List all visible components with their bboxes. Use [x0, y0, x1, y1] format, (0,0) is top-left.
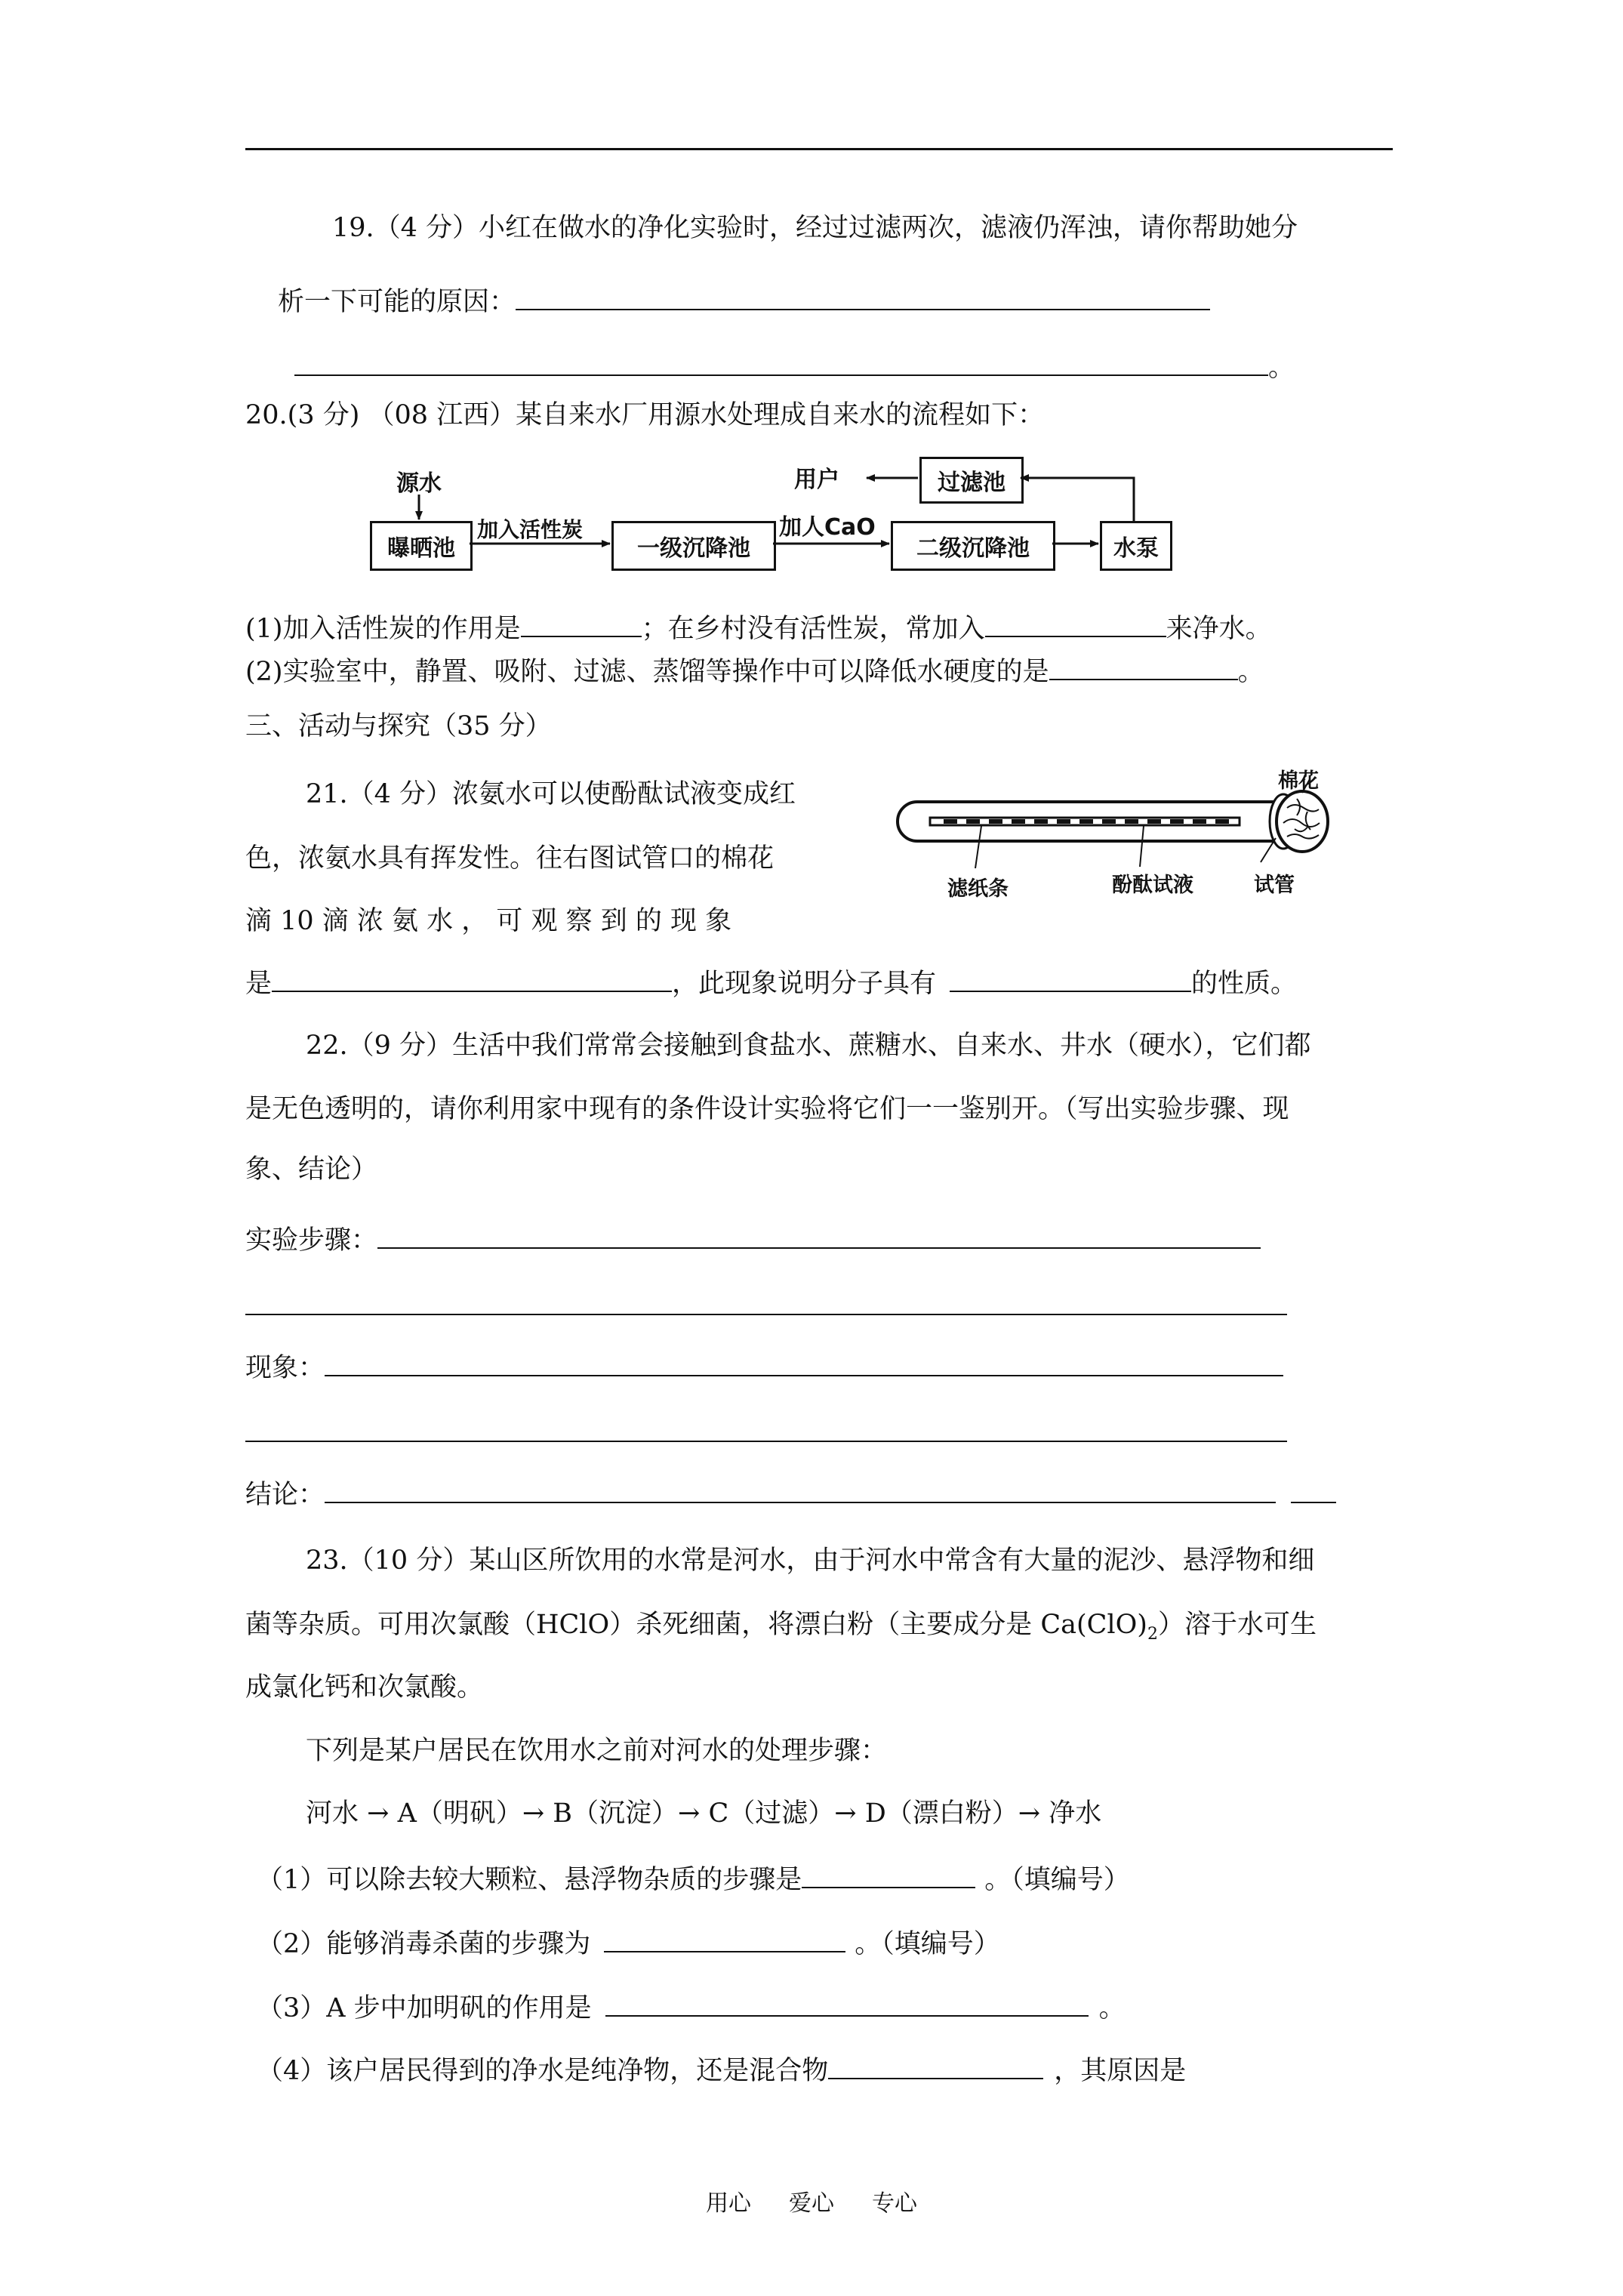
flowchart-arrows — [0, 0, 1623, 604]
q21-line4-text-b: ，此现象说明分子具有 — [672, 969, 937, 999]
q20-part2-text-b: 。 — [1237, 657, 1264, 687]
q21-answer-blank-1[interactable] — [272, 965, 672, 992]
label-filter-paper: 滤纸条 — [947, 877, 1009, 901]
q22-steps-row — [245, 1222, 1261, 1257]
q23-sub2-blank[interactable] — [604, 1925, 845, 1952]
q22-conclusion-blank[interactable] — [325, 1476, 1276, 1503]
arrow-pump-to-filter — [1021, 478, 1134, 521]
flow-box-pump: 水泵 — [1100, 521, 1172, 571]
leader-paper — [975, 826, 981, 868]
q23-sub3-text-b: 。 — [1098, 1993, 1126, 2023]
label-phenolphthalein: 酚酞试液 — [1112, 874, 1193, 897]
q23-sub1-text-a: （1）可以除去较大颗粒、悬浮物杂质的步骤是 — [257, 1865, 802, 1895]
q20-part2-blank[interactable] — [1049, 653, 1238, 680]
q21-line4-text-c: 的性质。 — [1191, 969, 1298, 999]
q22-line3: 象、结论） — [245, 1154, 378, 1185]
q22-steps-blank[interactable] — [377, 1222, 1261, 1249]
page-footer — [687, 2184, 936, 2217]
q22-phenomenon-label: 现象： — [245, 1353, 325, 1383]
q23-sub4 — [257, 2052, 1186, 2088]
q23-line2-end: ）溶于水可生 — [1157, 1610, 1317, 1640]
q22-conclusion-row — [245, 1476, 1336, 1512]
flow-box-filter-pool: 过滤池 — [919, 457, 1024, 504]
q23-sub3 — [257, 1989, 1126, 2025]
q23-sub2-text-b: 。（填编号） — [855, 1929, 1000, 1959]
q20-part2 — [245, 653, 1264, 689]
q23-sub1 — [257, 1861, 1130, 1897]
q20-part2-text-a: (2)实验室中，静置、吸附、过滤、蒸馏等操作中可以降低水硬度的是 — [245, 657, 1049, 687]
label-test-tube: 试管 — [1254, 874, 1295, 897]
flow-arrow1-label: 加入活性炭 — [477, 517, 584, 542]
section-3-heading: 三、活动与探究（35 分） — [245, 711, 552, 741]
q20-part1-text-c: 来净水。 — [1166, 614, 1272, 644]
indicator-dots — [944, 819, 1229, 824]
q22-conclusion-blank-tail[interactable] — [1291, 1476, 1336, 1503]
q23-sub3-text-a: （3）A 步中加明矾的作用是 — [257, 1993, 592, 2023]
q23-sub4-text-a: （4）该户居民得到的净水是纯净物，还是混合物 — [257, 2056, 829, 2086]
q20-part1 — [245, 610, 1272, 646]
q20-part1-text-b: ；在乡村没有活性炭，常加入 — [641, 614, 985, 644]
q22-phenomenon-blank-2[interactable] — [245, 1441, 1287, 1442]
flow-box-primary-settling: 一级沉降池 — [611, 521, 776, 571]
q19-end: 。 — [1268, 353, 1295, 383]
q20-part1-text-a: (1)加入活性炭的作用是 — [245, 614, 521, 644]
q23-line1: 23.（10 分）某山区所饮用的水常是河水，由于河水中常含有大量的泥沙、悬浮物和细 — [306, 1546, 1315, 1576]
footer-word-2: 爱心 — [789, 2190, 834, 2217]
q23-process-chain: 河水 → A（明矾）→ B（沉淀）→ C（过滤）→ D（漂白粉）→ 净水 — [306, 1798, 1102, 1829]
q23-sub4-blank[interactable] — [828, 2052, 1043, 2079]
q21-line3: 滴 10 滴 浓 氨 水 ， 可 观 察 到 的 现 象 — [245, 906, 732, 936]
q20-title: 20.(3 分) （08 江西）某自来水厂用源水处理成自来水的流程如下： — [245, 400, 1045, 430]
flow-source-label: 源水 — [396, 470, 442, 497]
q22-line2: 是无色透明的，请你利用家中现有的条件设计实验将它们一一鉴别开。（写出实验步骤、现 — [245, 1094, 1289, 1124]
footer-word-1: 用心 — [706, 2190, 751, 2217]
q21-line4-text-a: 是 — [245, 969, 273, 999]
q23-line2-subscript: 2 — [1147, 1625, 1158, 1644]
q22-steps-label: 实验步骤： — [245, 1225, 378, 1256]
q19-line1: 19.（4 分）小红在做水的净化实验时，经过过滤两次，滤液仍浑浊，请你帮助她分 — [332, 213, 1298, 243]
q23-sub4-text-b: ，其原因是 — [1054, 2056, 1187, 2086]
q20-part1-blank-1[interactable] — [521, 610, 642, 637]
q23-intro: 下列是某户居民在饮用水之前对河水的处理步骤： — [306, 1736, 888, 1766]
q23-line2 — [245, 1608, 1317, 1651]
q23-sub2-text-a: （2）能够消毒杀菌的步骤为 — [257, 1929, 591, 1959]
q23-sub2 — [257, 1925, 1000, 1961]
q19-line2-text: 析一下可能的原因： — [278, 287, 516, 317]
q22-line1: 22.（9 分）生活中我们常常会接触到食盐水、蔗糖水、自来水、井水（硬水），它们都 — [306, 1031, 1311, 1061]
leader-indicator — [1140, 826, 1144, 867]
q23-sub1-text-b: 。（填编号） — [984, 1865, 1130, 1895]
q22-steps-blank-2[interactable] — [245, 1314, 1287, 1315]
q21-answer-blank-2[interactable] — [950, 965, 1191, 992]
q23-line2-text: 菌等杂质。可用次氯酸（HClO）杀死细菌，将漂白粉（主要成分是 Ca(ClO) — [245, 1610, 1147, 1640]
q21-line2: 色，浓氨水具有挥发性。往右图试管口的棉花 — [245, 843, 775, 874]
flow-box-secondary-settling: 二级沉降池 — [891, 521, 1055, 571]
label-cotton: 棉花 — [1278, 769, 1319, 793]
q23-sub1-blank[interactable] — [802, 1861, 975, 1888]
footer-word-3: 专心 — [872, 2190, 917, 2217]
q22-phenomenon-row — [245, 1349, 1283, 1385]
q21-line1: 21.（4 分）浓氨水可以使酚酞试液变成红 — [306, 779, 796, 809]
q22-phenomenon-blank[interactable] — [325, 1349, 1283, 1376]
q23-sub3-blank[interactable] — [605, 1989, 1089, 2017]
q20-part1-blank-2[interactable] — [985, 610, 1166, 637]
q23-line3: 成氯化钙和次氯酸。 — [245, 1672, 484, 1703]
q21-line4 — [245, 965, 1297, 1000]
flow-box-sun-pool: 曝晒池 — [370, 521, 473, 571]
q22-conclusion-label: 结论： — [245, 1480, 325, 1510]
flow-user-label: 用户 — [794, 467, 839, 493]
flow-arrow2-label: 加人CaO — [779, 514, 876, 541]
